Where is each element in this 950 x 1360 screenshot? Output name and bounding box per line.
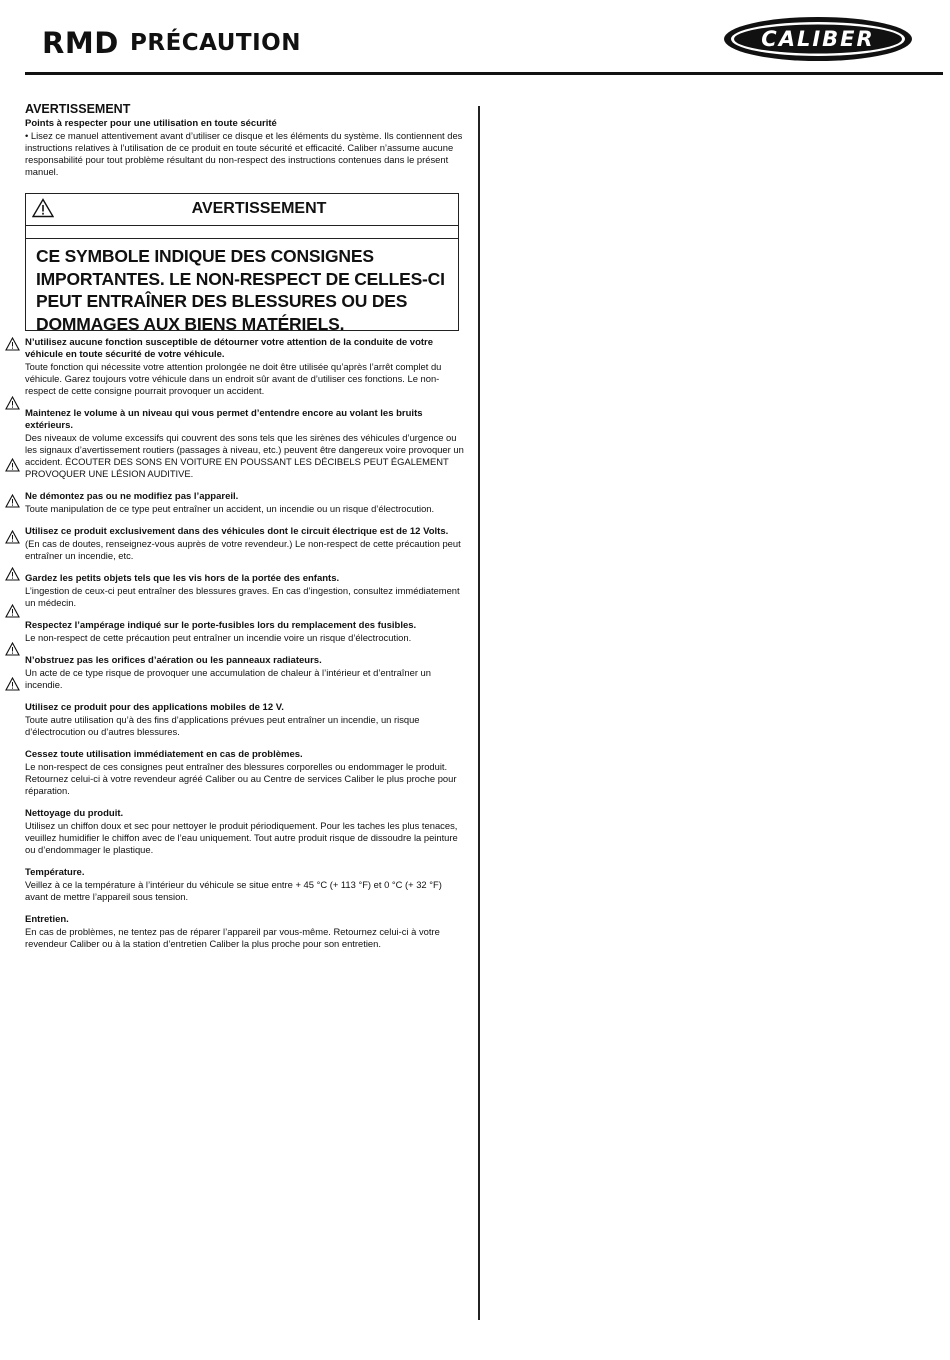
precaution-item	[25, 491, 465, 515]
precaution-title: Température.	[25, 867, 85, 878]
precaution-text: Toute manipulation de ce type peut entraîner un accident, un incendie ou un risque d’électrocution.	[25, 503, 435, 514]
precaution-title: Gardez les petits objets tels que les vis hors de la portée des enfants.	[25, 573, 340, 584]
precaution-item	[25, 867, 465, 903]
warning-icon	[5, 494, 20, 508]
warning-box-message: CE SYMBOLE INDIQUE DES CONSIGNES IMPORTANTES. LE NON-RESPECT DE CELLES-CI PEUT ENTRAÎNER DES BLESSURES OU DES DOMMAGES AUX BIENS MATÉRIELS.	[36, 246, 445, 334]
caliber-logo	[722, 15, 914, 63]
precaution-text: Des niveaux de volume excessifs qui couvrent des sons tels que les sirènes des véhicules d’urgence ou les signaux d’avertissement routiers (passages à niveau, etc.) peuvent être dangereux voire provoquer un accident. ÉCOUTER DES SONS EN VOITURE EN POUSSANT LES DÉCIBELS PEUT ÉGALEMENT PROVOQUER UNE LÉSION AUDITIVE.	[25, 432, 464, 479]
document-title: PRÉCAUTION	[130, 30, 301, 56]
precaution-item	[25, 337, 465, 397]
svg-text:CALIBER: CALIBER	[761, 27, 875, 51]
precaution-text: Toute fonction qui nécessite votre attention prolongée ne doit être utilisée qu’après l’arrêt complet du véhicule. Garez toujours votre véhicule dans un endroit sûr avant de d’utiliser ces fonctions. Le non-respect de cette consigne pourrait provoquer un accident.	[25, 361, 442, 396]
intro-section	[25, 102, 465, 178]
precaution-title: N’obstruez pas les orifices d’aération ou les panneaux radiateurs.	[25, 655, 322, 666]
warning-icon	[5, 458, 20, 472]
precaution-text: L’ingestion de ceux-ci peut entraîner des blessures graves. En cas d’ingestion, consultez immédiatement un médecin.	[25, 585, 460, 608]
warning-icon	[5, 567, 20, 581]
intro-heading: AVERTISSEMENT	[25, 102, 131, 116]
precaution-text: Le non-respect de cette précaution peut entraîner un incendie voire un risque d’électrocution.	[25, 632, 412, 643]
warning-icon	[5, 337, 20, 351]
precaution-title: Cessez toute utilisation immédiatement en cas de problèmes.	[25, 749, 303, 760]
warning-icon	[5, 530, 20, 544]
precaution-item	[25, 702, 465, 738]
intro-text: • Lisez ce manuel attentivement avant d’utiliser ce disque et les éléments du système. Ils contiennent des instructions relatives à l’utilisation de ce produit en toute sécurité et efficacité. Caliber n’assume aucune responsabilité pour tout problème résultant du non-respect des instructions contenues dans le présent manuel.	[25, 130, 463, 177]
warning-box-header	[26, 194, 458, 226]
warning-icon	[5, 677, 20, 691]
precaution-text: Veillez à ce la température à l’intérieur du véhicule se situe entre + 45 °C (+ 113 °F) et 0 °C (+ 32 °F) avant de mettre l’appareil sous tension.	[25, 879, 442, 902]
precaution-title: Utilisez ce produit exclusivement dans des véhicules dont le circuit électrique est de 12 Volts.	[25, 526, 449, 537]
precaution-text: En cas de problèmes, ne tentez pas de réparer l’appareil par vous-même. Retournez celui-ci à votre revendeur Caliber ou à la station d’entretien Caliber la plus proche pour son entretien.	[25, 926, 440, 949]
intro-subheading: Points à respecter pour une utilisation en toute sécurité	[25, 118, 277, 129]
precaution-title: N’utilisez aucune fonction susceptible de détourner votre attention de la conduite de votre véhicule en toute sécurité de votre véhicule.	[25, 337, 434, 360]
warning-icon	[5, 396, 20, 410]
warning-box-divider	[26, 226, 458, 239]
precaution-item	[25, 620, 465, 644]
precaution-item	[25, 914, 465, 950]
precaution-item	[25, 408, 465, 480]
header-rule	[25, 72, 943, 75]
precaution-item	[25, 808, 465, 856]
warning-box	[25, 193, 459, 334]
precaution-title: Nettoyage du produit.	[25, 808, 124, 819]
precaution-text: Utilisez un chiffon doux et sec pour nettoyer le produit périodiquement. Pour les taches les plus tenaces, veuillez humidifier le chiffon avec de l’eau uniquement. Tout autre produit risque de dissoudre la peinture ou d’endommager le plastique.	[25, 820, 458, 855]
precaution-title: Utilisez ce produit pour des applications mobiles de 12 V.	[25, 702, 284, 713]
precaution-text: (En cas de doutes, renseignez-vous auprès de votre revendeur.) Le non-respect de cette précaution peut entraîner un incendie, etc.	[25, 538, 461, 561]
precaution-text: Le non-respect de ces consignes peut entraîner des blessures corporelles ou endommager le produit. Retournez celui-ci à votre revendeur agréé Caliber ou au Centre de services Caliber le plus proche pour réparation.	[25, 761, 457, 796]
precaution-item	[25, 526, 465, 562]
precaution-text: Toute autre utilisation qu’à des fins d’applications prévues peut entraîner un incendie, un risque d’électrocution ou d’autres blessures.	[25, 714, 420, 737]
precaution-text: Un acte de ce type risque de provoquer une accumulation de chaleur à l’intérieur et d’entraîner un incendie.	[25, 667, 431, 690]
precaution-title: Maintenez le volume à un niveau qui vous permet d’entendre encore au volant les bruits extérieurs.	[25, 408, 423, 431]
precaution-item	[25, 573, 465, 609]
warning-icon	[5, 604, 20, 618]
precaution-title: Entretien.	[25, 914, 69, 925]
precaution-item	[25, 749, 465, 797]
warning-icon	[5, 642, 20, 656]
column-divider	[478, 106, 480, 1320]
warning-box-label: AVERTISSEMENT	[191, 200, 327, 217]
precaution-title: Ne démontez pas ou ne modifiez pas l’appareil.	[25, 491, 239, 502]
precaution-title: Respectez l’ampérage indiqué sur le porte-fusibles lors du remplacement des fusibles.	[25, 620, 417, 631]
document-model: RMD	[42, 26, 119, 60]
precaution-item	[25, 655, 465, 691]
precaution-list	[25, 337, 465, 961]
